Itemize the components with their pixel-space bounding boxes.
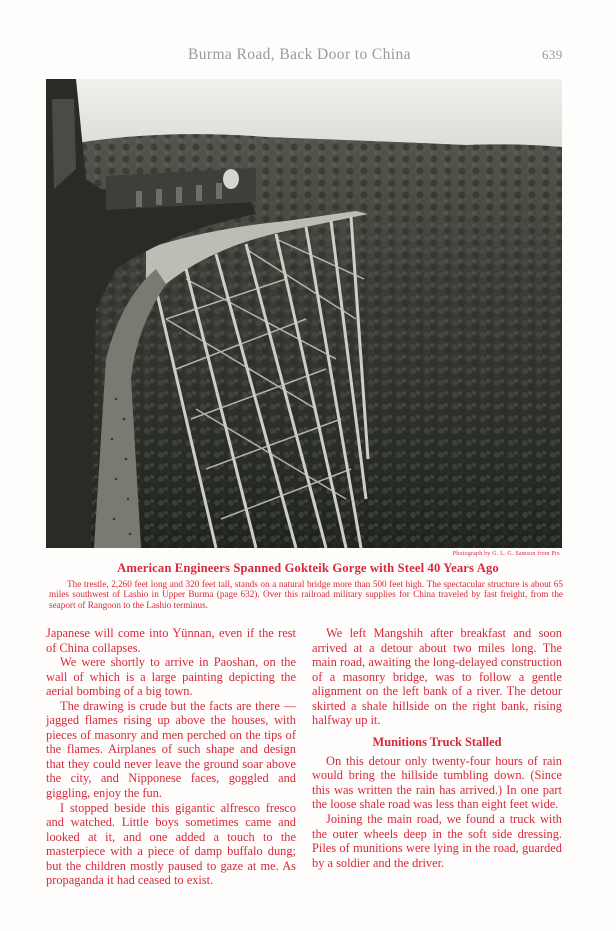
left-column — [46, 626, 296, 888]
paragraph: I stopped beside this gigantic alfresco fresco and watched. Little boys sometimes came and looked at it, and one added a touch to the masterpiece with a piece of damp buffalo dung; but the children mostly paused to gaze at me. As propaganda it had ceased to exist. — [46, 800, 296, 888]
photo-illustration — [46, 79, 562, 548]
photo-credit: Photograph by G. L. G. Samson from Pix — [452, 551, 560, 557]
paragraph: Japanese will come into Yünnan, even if the rest of China collapses. — [46, 626, 296, 655]
paragraph: On this detour only twenty-four hours of rain would bring the hillside tumbling down. (Since this was written the rain has arrived.) In one part the loose shale road was less than eight feet wide. — [312, 753, 562, 812]
running-header — [0, 46, 616, 66]
paragraph: We were shortly to arrive in Paoshan, on the wall of which is a large painting depicting the aerial bombing of a big town. — [46, 655, 296, 699]
paragraph: The drawing is crude but the facts are there —jagged flames rising up above the houses, with pieces of masonry and men perched on the tips of the flames. Airplanes of such shape and design that they could never leave the ground soar above the city, and Nipponese faces, goggled and giggling, enjoy the fun. — [46, 698, 296, 801]
paragraph: We left Mangshih after breakfast and soon arrived at a detour about two miles long. The main road, awaiting the long-delayed construction of a masonry bridge, was to follow a gentle alignment on the left bank of a river. The detour skirted a shale hillside on the right bank, rising halfway up it. — [312, 626, 562, 728]
page-number: 639 — [542, 47, 563, 62]
running-title: Burma Road, Back Door to China — [188, 46, 411, 63]
trestle-photograph — [46, 79, 562, 548]
caption-text: The trestle, 2,260 feet long and 320 feet tall, stands on a natural bridge more than 500 feet high. The spectacular structure is about 65 miles southwest of Lashio in Upper Burma (page 632). Over this railroad military supplies for China traveled by fast freight, from the seaport of Rangoon to the Lashio terminus. — [49, 579, 563, 610]
right-column — [312, 626, 562, 870]
paragraph: Joining the main road, we found a truck with the outer wheels deep in the soft side dressing. Piles of munitions were lying in the road, guarded by a soldier and the driver. — [312, 812, 562, 870]
section-subheading: Munitions Truck Stalled — [372, 734, 502, 749]
caption-title: American Engineers Spanned Gokteik Gorge with Steel 40 Years Ago — [117, 561, 499, 575]
